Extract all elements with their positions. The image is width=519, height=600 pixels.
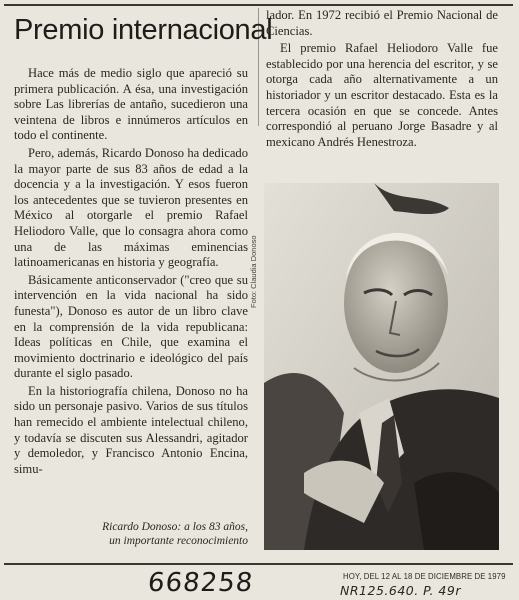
portrait-illustration — [264, 183, 499, 550]
article-left-column — [14, 66, 248, 479]
paragraph-5: lador. En 1972 recibió el Premio Nacional de Ciencias. — [266, 8, 498, 38]
handwritten-number: 668258 — [146, 568, 255, 598]
paragraph-4: En la historiografía chilena, Donoso no ha sido un personaje pasivo. Varios de sus títulos han remecido el ambiente intelectual chileno, y todavía se discuten sus Alessandri, agitador y demoledor, y Francisco Antonio Encina, simu- — [14, 383, 248, 476]
article-right-column — [266, 8, 498, 152]
paragraph-6: El premio Rafael Heliodoro Valle fue establecido por una herencia del escritor, y se otorga cada año alternativamente a un historiador y un escritor destacado. Esta es la tercera ocasión en que se concede. Antes correspondió al peruano Jorge Basadre y al mexicano Andrés Henestroza. — [266, 41, 498, 149]
caption-line-1: Ricardo Donoso: a los 83 años, — [102, 521, 248, 533]
archive-code: NR125.640. P. 49r — [340, 583, 461, 598]
caption-line-2: un importante reconocimiento — [109, 535, 248, 547]
top-rule — [4, 4, 513, 6]
headline: Premio internacional — [14, 14, 273, 46]
photo-caption — [20, 520, 248, 548]
paragraph-2: Pero, además, Ricardo Donoso ha dedicado la mayor parte de sus 83 años de edad a la docencia y a la investigación. Y esos fueron los antecedentes que se tuvieron presentes en México al otorgarle el premio Rafael Heliodoro Valle, que lo consagra ahora como una de las máximas eminencias latinoamericanas en historia y geografía. — [14, 145, 248, 270]
bottom-rule — [4, 563, 513, 565]
paragraph-3: Básicamente anticonservador ("creo que su intervención en la vida nacional ha sido funesta"), Donoso es autor de un libro clave en la comprensión de la vida republicana: Ideas políticas en Chile, que examina el movimiento doctrinario e ideológico del país durante el siglo pasado. — [14, 272, 248, 381]
paragraph-1: Hace más de medio siglo que apareció su primera publicación. A ésa, una investigación sobre Las librerías de antaño, sucedieron una veintena de libros e innúmeros artículos en todo el continente. — [14, 66, 248, 143]
photo-credit: Foto: Claudia Donoso — [249, 235, 258, 308]
portrait-photo — [264, 183, 499, 550]
source-line: HOY, DEL 12 AL 18 DE DICIEMBRE DE 1979 — [343, 572, 506, 581]
